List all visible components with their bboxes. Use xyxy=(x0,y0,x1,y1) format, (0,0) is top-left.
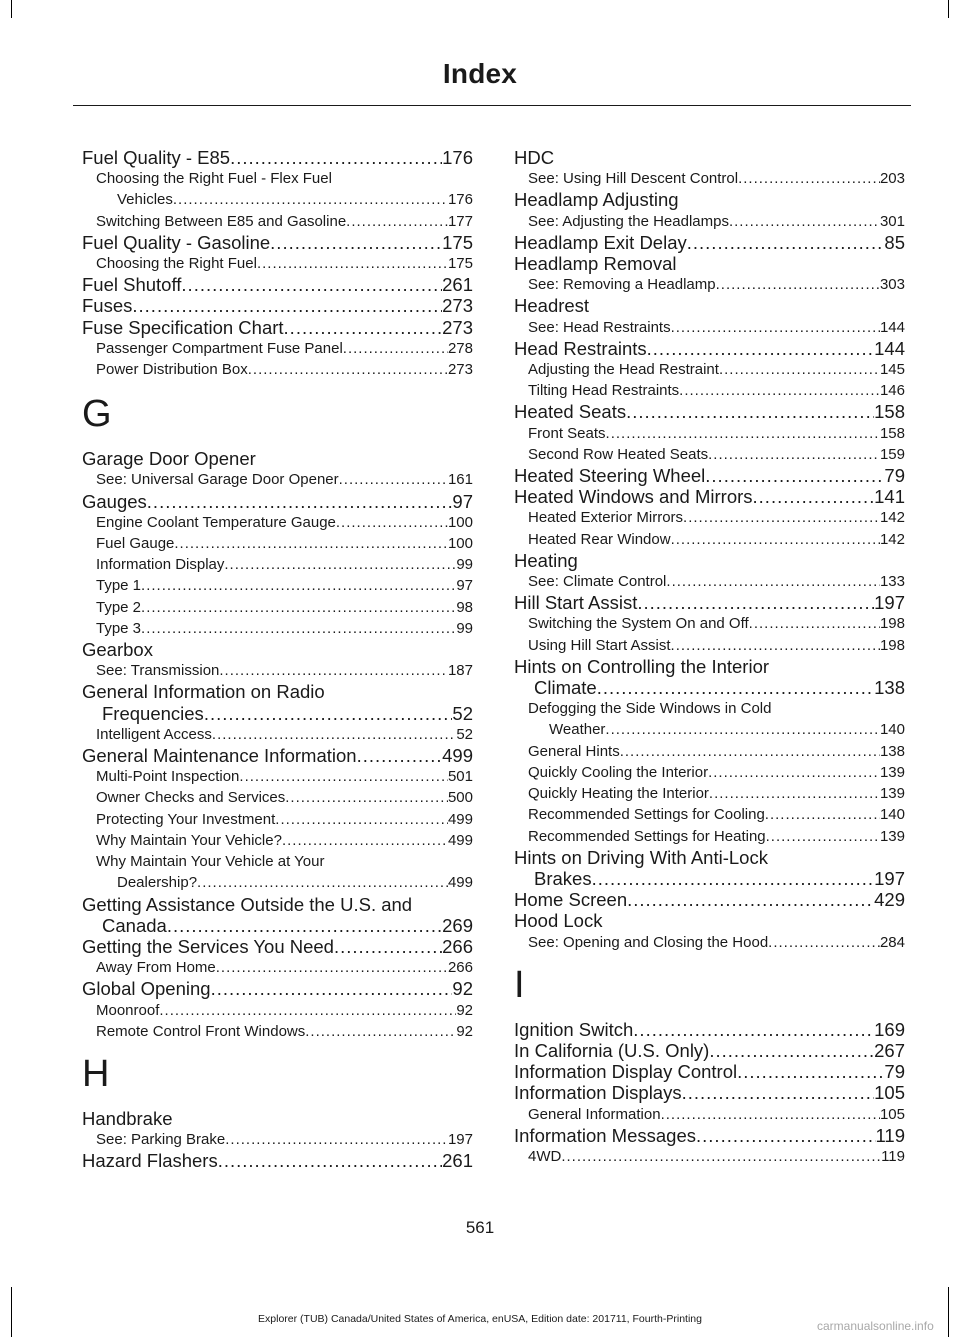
index-subentry: See: Transmission ..... 187 xyxy=(82,660,473,681)
index-subentry: General Information ..... 105 xyxy=(514,1104,905,1125)
index-entry: Fuse Specification Chart ..... 273 xyxy=(82,317,473,338)
index-subentry: Tilting Head Restraints ..... 146 xyxy=(514,380,905,401)
index-subentry: See: Removing a Headlamp ..... 303 xyxy=(514,274,905,295)
index-entry: Handbrake xyxy=(82,1107,173,1129)
crop-mark-bottom-left xyxy=(11,1287,12,1337)
index-entry: Ignition Switch ..... 169 xyxy=(514,1019,905,1040)
index-subentry: Switching the System On and Off ..... 198 xyxy=(514,613,905,634)
index-entry: Climate ..... 138 xyxy=(514,677,905,698)
index-subentry: Protecting Your Investment ..... 499 xyxy=(82,809,473,830)
index-subentry: General Hints ..... 138 xyxy=(514,741,905,762)
section-letter: I xyxy=(514,963,525,1006)
index-subentry: Quickly Heating the Interior ..... 139 xyxy=(514,783,905,804)
index-entry: Canada ..... 269 xyxy=(82,915,473,936)
index-column-left xyxy=(82,147,473,1172)
index-subentry: Moonroof ..... 92 xyxy=(82,1000,473,1021)
index-subentry: Heated Rear Window ..... 142 xyxy=(514,529,905,550)
index-subentry: See: Climate Control ..... 133 xyxy=(514,571,905,592)
index-subentry: Front Seats ..... 158 xyxy=(514,423,905,444)
index-subentry: Weather ..... 140 xyxy=(514,719,905,740)
index-entry: Headrest xyxy=(514,295,590,317)
index-subentry: Owner Checks and Services ..... 500 xyxy=(82,787,473,808)
index-subentry: Recommended Settings for Cooling ..... 140 xyxy=(514,804,905,825)
index-subentry: See: Using Hill Descent Control ..... 203 xyxy=(514,168,905,189)
index-entry: Heating xyxy=(514,549,578,571)
index-entry: Frequencies ..... 52 xyxy=(82,703,473,724)
index-entry: Fuel Quality - E85 ..... 176 xyxy=(82,147,473,168)
index-entry: HDC xyxy=(514,147,555,168)
index-entry: Headlamp Removal xyxy=(514,253,677,275)
index-entry: Hints on Driving With Anti-Lock xyxy=(514,846,768,868)
index-subentry: See: Head Restraints ..... 144 xyxy=(514,317,905,338)
index-entry: Head Restraints ..... 144 xyxy=(514,338,905,359)
index-entry: Getting Assistance Outside the U.S. and xyxy=(82,893,413,915)
title-divider xyxy=(73,105,911,106)
index-subentry: Switching Between E85 and Gasoline ..... 177 xyxy=(82,211,473,232)
index-subentry: Recommended Settings for Heating ..... 139 xyxy=(514,826,905,847)
index-subentry: Type 1 ..... 97 xyxy=(82,575,473,596)
index-entry: Global Opening ..... 92 xyxy=(82,978,473,999)
index-entry: Gearbox xyxy=(82,639,153,661)
index-entry: Heated Seats ..... 158 xyxy=(514,401,905,422)
index-subentry: Why Maintain Your Vehicle? ..... 499 xyxy=(82,830,473,851)
watermark: carmanualsonline.info xyxy=(817,1319,934,1333)
index-entry: Hazard Flashers ..... 261 xyxy=(82,1150,473,1171)
index-subentry: Remote Control Front Windows ..... 92 xyxy=(82,1021,473,1042)
index-subentry: 4WD ..... 119 xyxy=(514,1146,905,1167)
index-entry: In California (U.S. Only) ..... 267 xyxy=(514,1040,905,1061)
index-entry: Home Screen ..... 429 xyxy=(514,889,905,910)
index-entry: Hood Lock xyxy=(514,910,603,932)
index-subentry: Engine Coolant Temperature Gauge ..... 100 xyxy=(82,512,473,533)
footer-edition-info: Explorer (TUB) Canada/United States of America, enUSA, Edition date: 201711, Fourth-Printing xyxy=(258,1313,702,1325)
section-letter: G xyxy=(82,393,112,436)
index-entry: Information Messages ..... 119 xyxy=(514,1125,905,1146)
index-entry: Headlamp Adjusting xyxy=(514,189,679,211)
crop-mark-bottom-right xyxy=(948,1287,949,1337)
index-entry: Fuel Shutoff ..... 261 xyxy=(82,274,473,295)
index-subentry: Away From Home ..... 266 xyxy=(82,957,473,978)
index-entry: General Information on Radio xyxy=(82,681,325,703)
index-column-right xyxy=(514,147,905,1167)
index-entry: Headlamp Exit Delay ..... 85 xyxy=(514,232,905,253)
index-entry: Brakes ..... 197 xyxy=(514,868,905,889)
index-subentry: Heated Exterior Mirrors ..... 142 xyxy=(514,507,905,528)
index-subentry: Choosing the Right Fuel - Flex Fuel xyxy=(96,170,332,188)
index-entry: Garage Door Opener xyxy=(82,448,256,470)
page-title: Index xyxy=(442,58,518,89)
index-entry: Information Displays ..... 105 xyxy=(514,1082,905,1103)
index-subentry: Dealership? ..... 499 xyxy=(82,872,473,893)
index-subentry: See: Adjusting the Headlamps ..... 301 xyxy=(514,211,905,232)
index-subentry: See: Opening and Closing the Hood ..... 284 xyxy=(514,932,905,953)
index-entry: Gauges ..... 97 xyxy=(82,491,473,512)
section-letter: H xyxy=(82,1052,110,1095)
index-entry: Fuel Quality - Gasoline ..... 175 xyxy=(82,232,473,253)
index-entry: Heated Windows and Mirrors ..... 141 xyxy=(514,486,905,507)
index-subentry: Intelligent Access ..... 52 xyxy=(82,724,473,745)
index-entry: Heated Steering Wheel ..... 79 xyxy=(514,465,905,486)
index-subentry: Vehicles ..... 176 xyxy=(82,189,473,210)
index-subentry: Passenger Compartment Fuse Panel ..... 278 xyxy=(82,338,473,359)
index-entry: Getting the Services You Need ..... 266 xyxy=(82,936,473,957)
index-subentry: Second Row Heated Seats ..... 159 xyxy=(514,444,905,465)
index-subentry: Type 3 ..... 99 xyxy=(82,618,473,639)
index-subentry: Choosing the Right Fuel ..... 175 xyxy=(82,253,473,274)
index-entry: General Maintenance Information ..... 499 xyxy=(82,745,473,766)
index-subentry: Using Hill Start Assist ..... 198 xyxy=(514,635,905,656)
index-subentry: Quickly Cooling the Interior ..... 139 xyxy=(514,762,905,783)
index-subentry: Multi-Point Inspection ..... 501 xyxy=(82,766,473,787)
page-number: 561 xyxy=(465,1218,495,1237)
index-entry: Fuses ..... 273 xyxy=(82,295,473,316)
index-subentry: See: Universal Garage Door Opener ..... 161 xyxy=(82,469,473,490)
crop-mark-top-right xyxy=(948,0,949,18)
index-subentry: Power Distribution Box ..... 273 xyxy=(82,359,473,380)
index-entry: Hill Start Assist ..... 197 xyxy=(514,592,905,613)
index-subentry: Information Display ..... 99 xyxy=(82,554,473,575)
index-subentry: See: Parking Brake ..... 197 xyxy=(82,1129,473,1150)
index-entry: Information Display Control ..... 79 xyxy=(514,1061,905,1082)
index-subentry: Type 2 ..... 98 xyxy=(82,597,473,618)
index-subentry: Fuel Gauge ..... 100 xyxy=(82,533,473,554)
crop-mark-top-left xyxy=(11,0,12,18)
index-entry: Hints on Controlling the Interior xyxy=(514,655,770,677)
index-subentry: Defogging the Side Windows in Cold xyxy=(528,700,772,718)
index-subentry: Why Maintain Your Vehicle at Your xyxy=(96,853,325,871)
index-subentry: Adjusting the Head Restraint ..... 145 xyxy=(514,359,905,380)
